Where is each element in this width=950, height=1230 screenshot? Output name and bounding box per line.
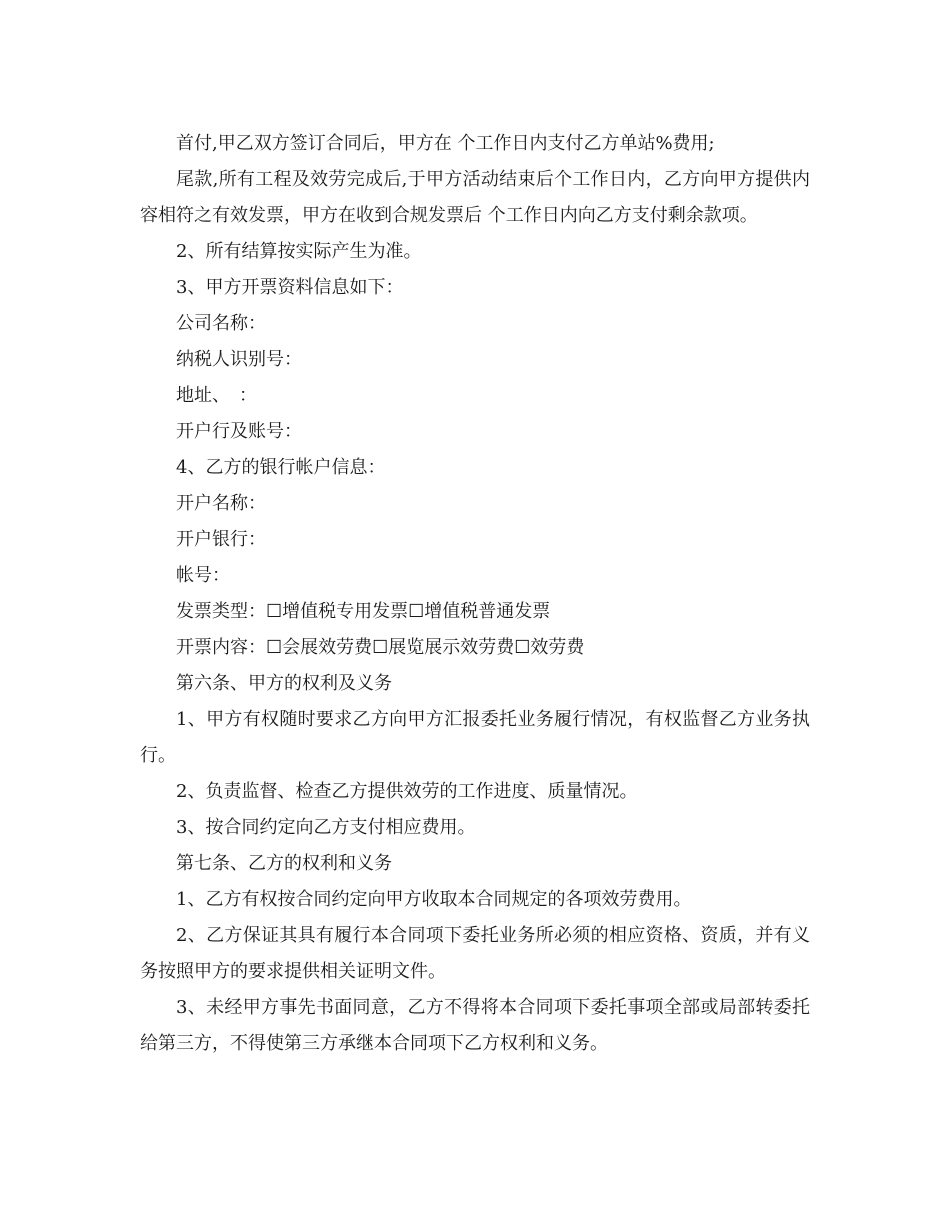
field-account-name: 开户名称：	[176, 493, 266, 514]
field-invoice-type: 发票类型：☐增值税专用发票☐增值税普通发票	[176, 601, 551, 622]
field-account-number: 帐号：	[176, 565, 230, 586]
paragraph-party-b-right-3: 3、未经甲方事先书面同意，乙方不得将本合同项下委托事项全部或局部转委托给第三方，不得使第三方承继本合同项下乙方权利和义务。	[140, 997, 810, 1054]
paragraph-party-b-right-1: 1、乙方有权按合同约定向甲方收取本合同规定的各项效劳费用。	[176, 889, 692, 910]
field-company-name: 公司名称：	[176, 313, 266, 334]
paragraph-party-a-right-2: 2、负责监督、检查乙方提供效劳的工作进度、质量情况。	[176, 781, 638, 802]
paragraph-party-a-right-3: 3、按合同约定向乙方支付相应费用。	[176, 817, 476, 838]
paragraph-final-payment: 尾款,所有工程及效劳完成后,于甲方活动结束后个工作日内，乙方向甲方提供内容相符之有效发票，甲方在收到合规发票后 个工作日内向乙方支付剩余款项。	[140, 169, 810, 226]
document-body	[140, 126, 810, 1062]
paragraph-first-payment: 首付,甲乙双方签订合同后，甲方在 个工作日内支付乙方单站%费用;	[176, 133, 715, 154]
paragraph-settlement: 2、所有结算按实际产生为准。	[176, 241, 422, 262]
field-bank-account: 开户行及账号：	[176, 421, 302, 442]
paragraph-invoice-info-heading: 3、甲方开票资料信息如下：	[176, 277, 404, 298]
paragraph-bank-info-heading: 4、乙方的银行帐户信息：	[176, 457, 386, 478]
section-heading-article-7: 第七条、乙方的权利和义务	[176, 853, 392, 874]
paragraph-party-a-right-1: 1、甲方有权随时要求乙方向甲方汇报委托业务履行情况，有权监督乙方业务执行。	[140, 709, 810, 766]
field-address: 地址、 ：	[176, 385, 257, 406]
paragraph-party-b-right-2: 2、乙方保证其具有履行本合同项下委托业务所必须的相应资格、资质，并有义务按照甲方的要求提供相关证明文件。	[140, 925, 810, 982]
section-heading-article-6: 第六条、甲方的权利及义务	[176, 673, 392, 694]
field-bank-name: 开户银行：	[176, 529, 266, 550]
field-taxpayer-id: 纳税人识别号：	[176, 349, 302, 370]
field-invoice-content: 开票内容：☐会展效劳费☐展览展示效劳费☐效劳费	[176, 637, 585, 658]
